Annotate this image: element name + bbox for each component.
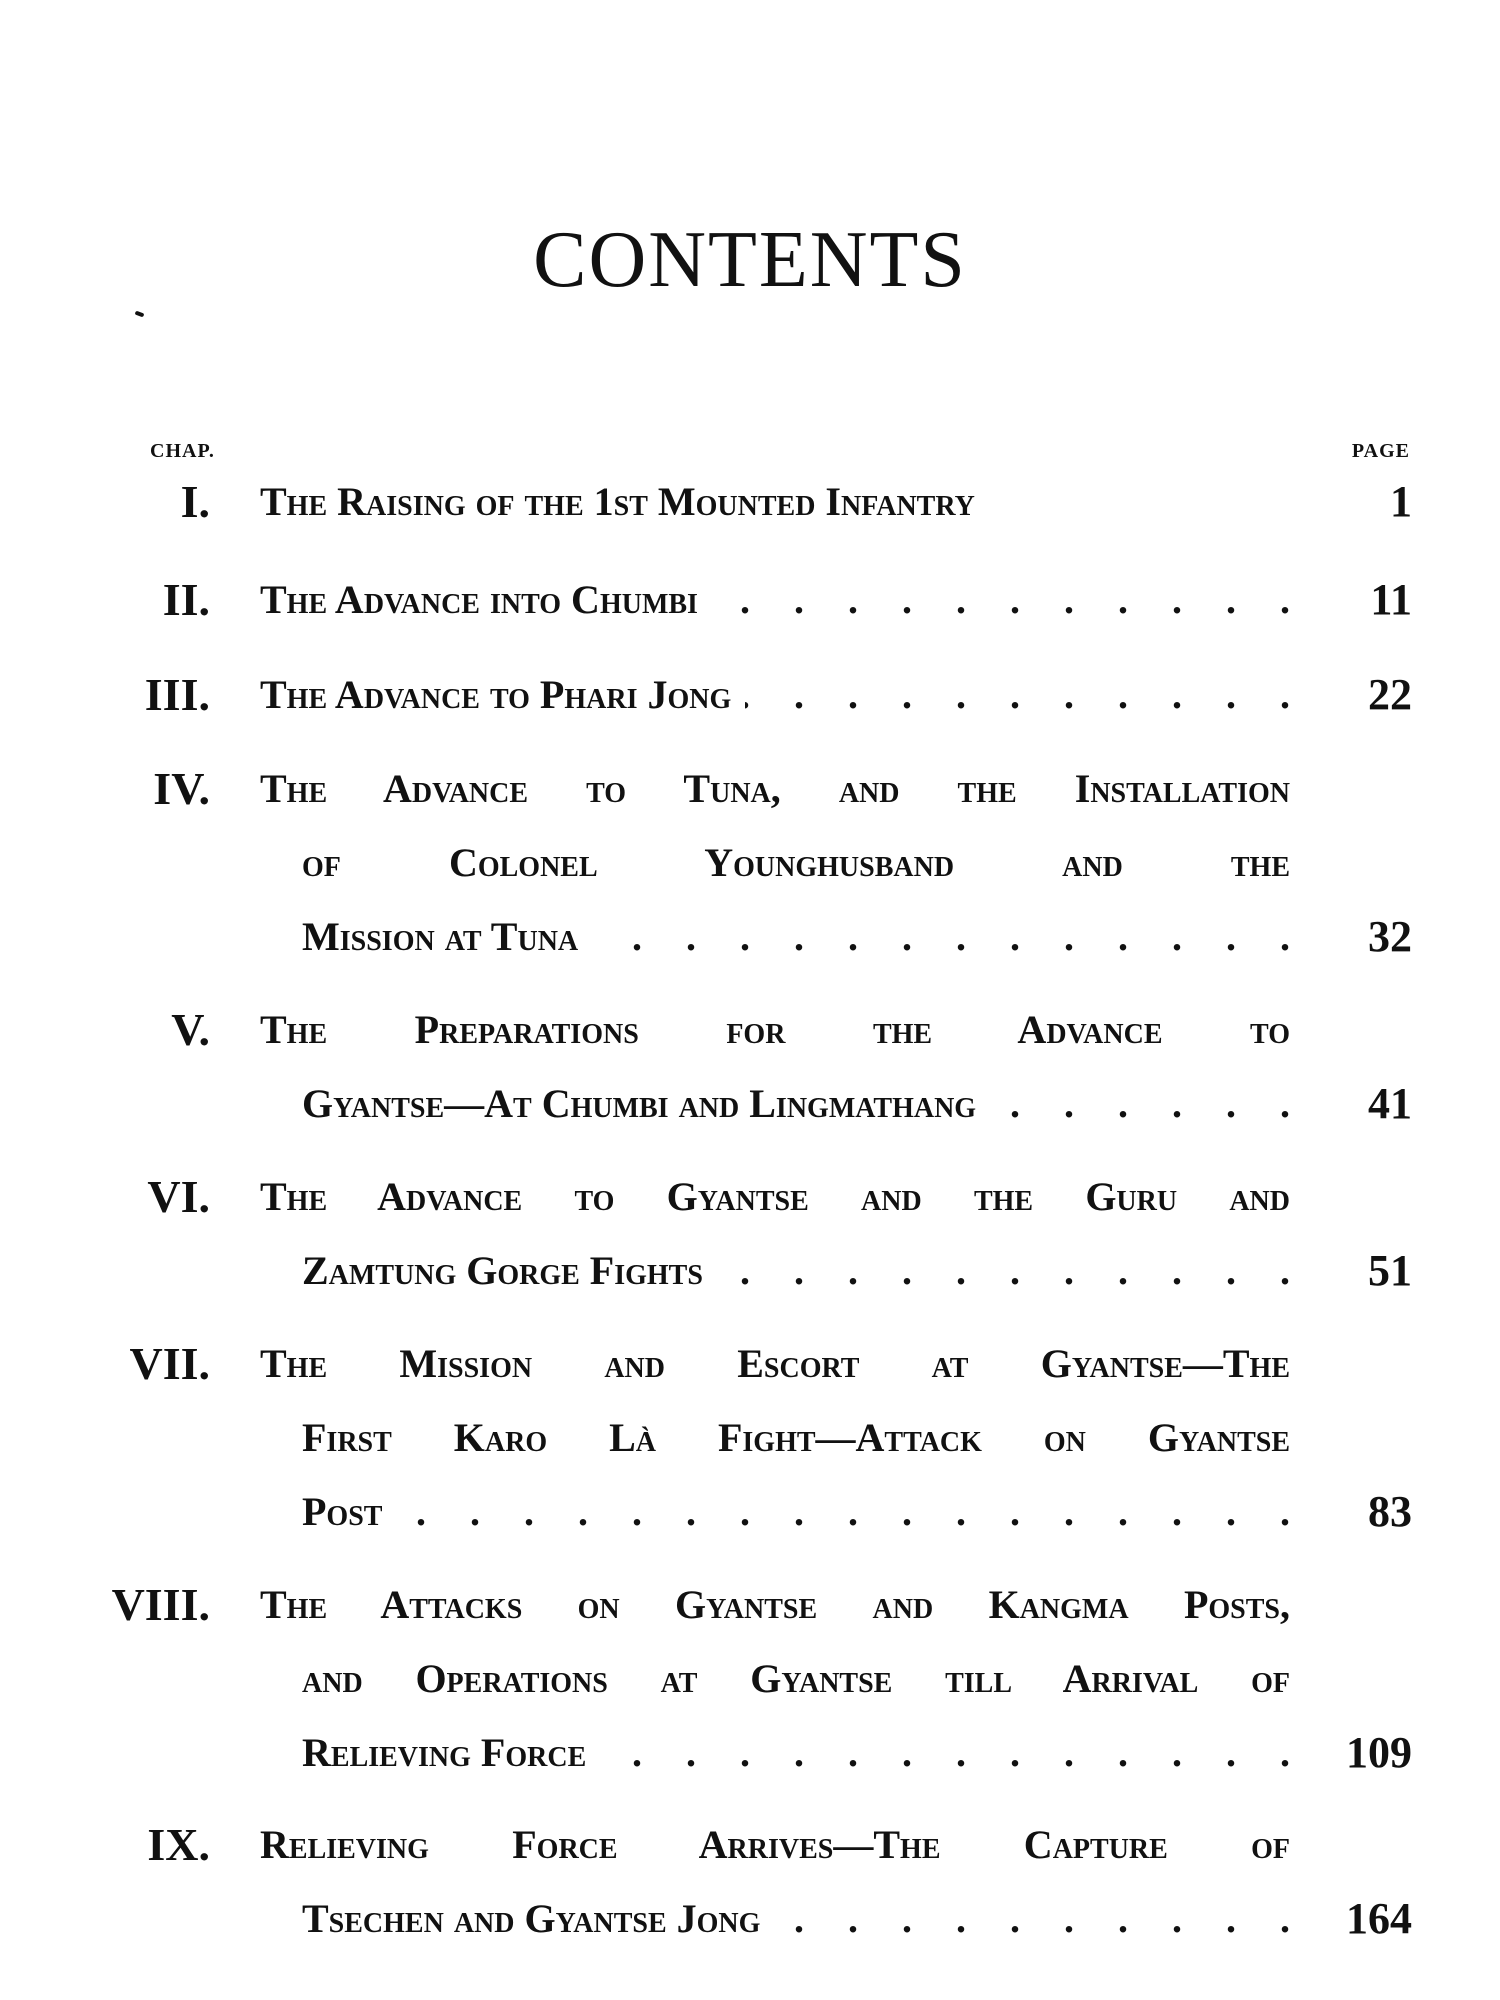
chapter-title-text: Zamtung Gorge Fights xyxy=(302,1248,703,1293)
chapter-title-text: Mission at Tuna xyxy=(302,914,579,959)
chapter-number: IV. xyxy=(153,763,210,814)
page-number: 32 xyxy=(1368,912,1412,961)
page-number: 51 xyxy=(1368,1246,1412,1295)
chapter-title-line xyxy=(260,465,1290,539)
chapter-title-line: The Mission and Escort at Gyantse—The xyxy=(260,1341,1290,1386)
chapter-number: VIII. xyxy=(111,1579,210,1630)
dot-leader xyxy=(600,1716,1290,1790)
dot-leader xyxy=(774,1882,1290,1956)
chapter-title-line: Relieving Force Arrives—The Capture of xyxy=(260,1822,1290,1867)
page-number: 11 xyxy=(1370,575,1412,624)
dot-leader xyxy=(745,658,1290,732)
chapter-number: III. xyxy=(144,669,210,720)
page-title: CONTENTS xyxy=(533,216,967,304)
page-number: 164 xyxy=(1346,1894,1412,1943)
chapter-number: I. xyxy=(180,476,210,527)
chapter-title-line: First Karo Là Fight—Attack on Gyantse xyxy=(302,1415,1290,1460)
chapter-number: IX. xyxy=(147,1819,210,1870)
chapter-title-line xyxy=(260,563,1290,637)
chapter-title-line: The Preparations for the Advance to xyxy=(260,1007,1290,1052)
chapter-title-text: Post xyxy=(302,1489,383,1534)
chapter-title-line: of Colonel Younghusband and the xyxy=(302,840,1290,885)
chapter-number: II. xyxy=(162,574,210,625)
chapter-title-text: Tsechen and Gyantse Jong xyxy=(302,1896,761,1941)
chapter-title-text: Relieving Force xyxy=(302,1730,587,1775)
chapter-title-text: Gyantse—At Chumbi and Lingmathang xyxy=(302,1081,977,1126)
page-number: 83 xyxy=(1368,1487,1412,1536)
chapter-title-line xyxy=(302,900,1290,974)
page-number: 109 xyxy=(1346,1728,1412,1777)
chapter-title-text: The Advance to Phari Jong xyxy=(260,672,732,717)
page-number: 22 xyxy=(1368,670,1412,719)
chapter-title-line: The Advance to Tuna, and the Installation xyxy=(260,766,1290,811)
dot-leader xyxy=(712,563,1290,637)
chapter-title-line: and Operations at Gyantse till Arrival of xyxy=(302,1656,1290,1701)
dot-leader xyxy=(396,1475,1290,1549)
chapter-title-line xyxy=(260,658,1290,732)
chapter-title-text: The Advance into Chumbi xyxy=(260,577,698,622)
chapter-number: V. xyxy=(171,1004,210,1055)
chapter-title-text: The Raising of the 1st Mounted Infantry xyxy=(260,479,975,524)
dot-leader xyxy=(717,1234,1290,1308)
dot-leader xyxy=(990,1067,1290,1141)
chapter-title-line xyxy=(302,1475,1290,1549)
page-column-header: PAGE xyxy=(1351,440,1410,462)
page-number: 1 xyxy=(1390,477,1412,526)
dot-leader xyxy=(592,900,1290,974)
chapter-title-line xyxy=(302,1882,1290,1956)
chapter-title-line xyxy=(302,1234,1290,1308)
page-number: 41 xyxy=(1368,1079,1412,1128)
chapter-number: VII. xyxy=(129,1338,210,1389)
chap-column-header: CHAP. xyxy=(150,440,215,462)
chapter-title-line xyxy=(302,1716,1290,1790)
chapter-title-line xyxy=(302,1067,1290,1141)
chapter-title-line: The Attacks on Gyantse and Kangma Posts, xyxy=(260,1582,1290,1627)
chapter-title-line: The Advance to Gyantse and the Guru and xyxy=(260,1174,1290,1219)
chapter-number: VI. xyxy=(147,1171,210,1222)
